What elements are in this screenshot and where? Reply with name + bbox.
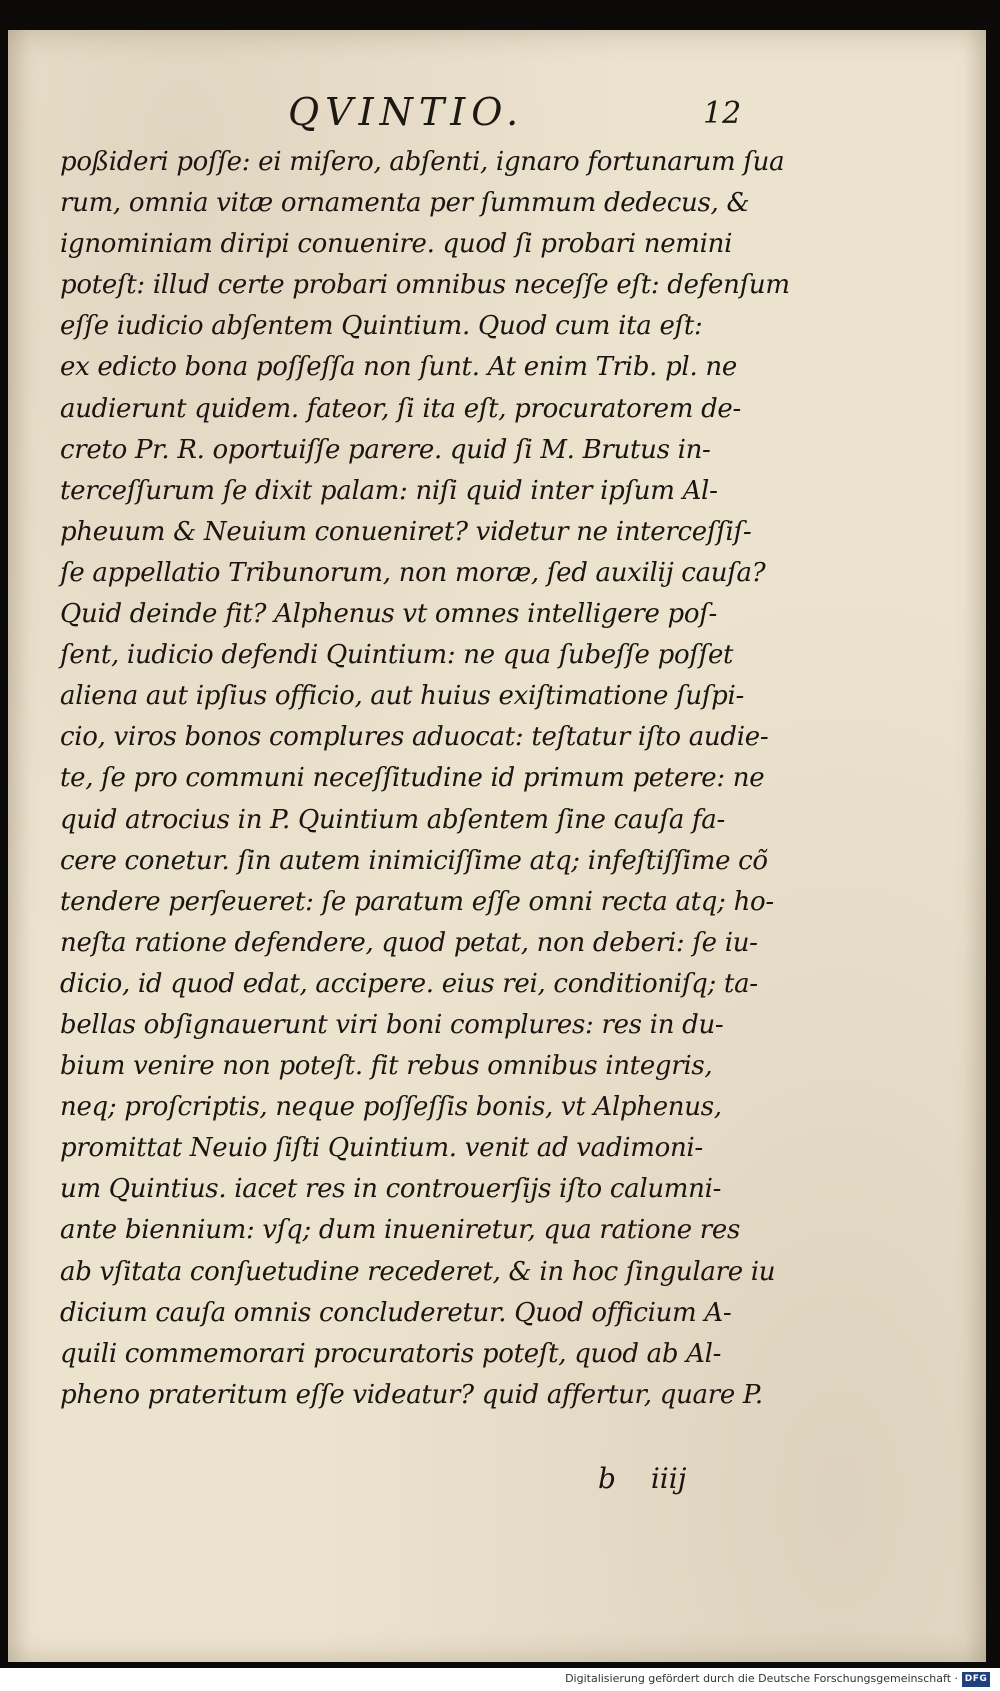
dfg-logo-icon: DFG: [962, 1672, 990, 1687]
text-line: pheno prateritum eſſe videatur? quid affertur, quare P.: [60, 1379, 763, 1410]
text-line: neq; proſcriptis, neque poſſeſſis bonis, vt Alphenus,: [60, 1092, 722, 1123]
text-line: ab vſitata conſuetudine recederet, & in hoc ſingulare iu: [60, 1256, 776, 1287]
body-text: [60, 142, 800, 1416]
text-line: aliena aut ipſius officio, aut huius exiſtimatione ſuſpi-: [60, 681, 744, 712]
text-line: ſe appellatio Tribunorum, non moræ, ſed auxilij cauſa?: [60, 557, 766, 588]
text-line: audierunt quidem. fateor, ſi ita eſt, procuratorem de-: [60, 393, 741, 424]
text-line: dicio, id quod edat, accipere. eius rei, conditioniſq; ta-: [60, 968, 758, 999]
text-line: creto Pr. R. oportuiſſe parere. quid ſi M. Brutus in-: [60, 434, 711, 465]
text-line: quid atrocius in P. Quintium abſentem ſine cauſa fa-: [60, 804, 725, 835]
page-number: 12: [703, 96, 742, 131]
text-line: rum, omnia vitæ ornamenta per ſummum dedecus, &: [60, 188, 750, 219]
text-line: pheuum & Neuium conueniret? videtur ne interceſſiſ-: [60, 516, 752, 547]
text-line: cere conetur. ſin autem inimiciſſime atq; infeſtiſſime cõ: [60, 845, 768, 876]
text-line: bellas obſignauerunt viri boni complures: res in du-: [60, 1009, 724, 1040]
funding-credit: Digitalisierung gefördert durch die Deutsche Forschungsgemeinschaft ·: [565, 1672, 958, 1685]
text-line: promittat Neuio ſiſti Quintium. venit ad vadimoni-: [60, 1133, 703, 1164]
text-line: ignominiam diripi conuenire. quod ſi probari nemini: [60, 229, 733, 260]
text-line: bium venire non poteſt. fit rebus omnibus integris,: [60, 1051, 713, 1082]
text-line: tendere perſeueret: ſe paratum eſſe omni recta atq; ho-: [60, 886, 774, 917]
text-line: Quid deinde fit? Alphenus vt omnes intelligere poſ-: [60, 599, 718, 630]
text-line: um Quintius. iacet res in controuerſijs iſto calumni-: [60, 1174, 722, 1205]
text-line: ante biennium: vſq; dum inueniretur, qua ratione res: [60, 1215, 741, 1246]
text-line: poteſt: illud certe probari omnibus neceſſe eſt: defenſum: [60, 270, 790, 301]
text-line: quili commemorari procuratoris poteſt, quod ab Al-: [60, 1338, 722, 1369]
text-line: eſſe iudicio abſentem Quintium. Quod cum ita eſt:: [60, 311, 703, 342]
text-line: ſent, iudicio defendi Quintium: ne qua ſubeſſe poſſet: [60, 640, 734, 671]
text-line: neſta ratione defendere, quod petat, non deberi: ſe iu-: [60, 927, 758, 958]
digitization-footer: [0, 1668, 1000, 1691]
signature-mark: b iiij: [598, 1462, 687, 1495]
text-line: dicium cauſa omnis concluderetur. Quod officium A-: [60, 1297, 732, 1328]
text-line: te, ſe pro communi neceſſitudine id primum petere: ne: [60, 763, 765, 794]
text-line: terceſſurum ſe dixit palam: niſi quid inter ipſum Al-: [60, 475, 718, 506]
book-page: [8, 30, 986, 1662]
text-line: poßideri poſſe: ei miſero, abſenti, ignaro fortunarum ſua: [60, 147, 785, 177]
text-line: ex edicto bona poſſeſſa non ſunt. At enim Trib. pl. ne: [60, 352, 737, 383]
running-head: QVINTIO.: [288, 90, 525, 134]
text-line: cio, viros bonos complures aduocat: teſtatur iſto audie-: [60, 722, 769, 753]
